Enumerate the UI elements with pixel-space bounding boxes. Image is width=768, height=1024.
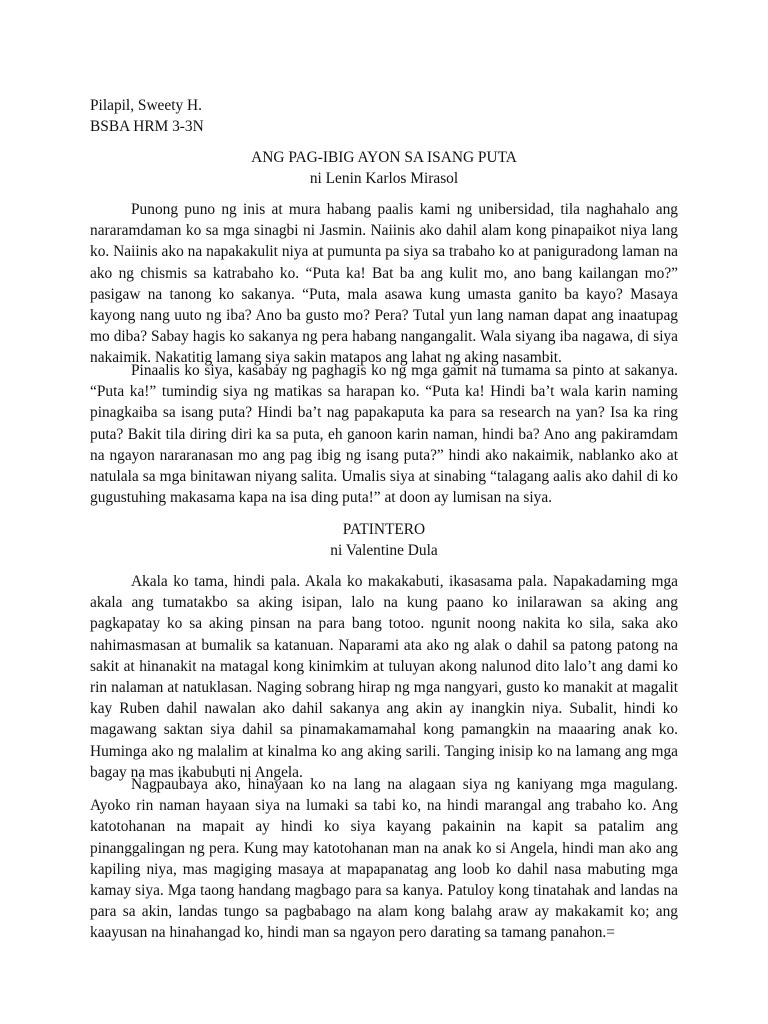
paragraph: Akala ko tama, hindi pala. Akala ko makakabuti, ikasasama pala. Napakadaming mga akala ang tumatakbo sa aking isipan, lalo na kung paano ko inilarawan sa aking ang pagkapatay ko sa aking pinsan na para bang totoo. ngunit noong nakita ko sila, saka ako nahimasmasan at bumalik sa katanuan. Naparami ata ako ng alak o dahil sa patong patong na sakit at hinanakit na matagal kong kinimkim at tuluyan akong nalunod dito lalo’t ang dami ko rin nalaman at natuklasan. Naging sobrang hirap ng mga nangyari, gusto ko manakit at magalit kay Ruben dahil nawalan ako dahil sakanya ang akin ay inangkin niya. Subalit, hindi ko magawang saktan siya dahil sa pinamakamamahal kong pamangkin na maaaring anak ko. Huminga ako ng malalim at kinalma ko ang aking sarili. Tanging inisip ko na lamang ang mga bagay na mas ikabubuti ni Angela. <box>90 573 678 781</box>
story-byline: ni Lenin Karlos Mirasol <box>309 169 459 187</box>
story-byline: ni Valentine Dula <box>330 541 438 559</box>
paragraph: Punong puno ng inis at mura habang paalis kami ng unibersidad, tila naghahalo ang nararamdaman ko sa mga sinagbi ni Jasmin. Naiinis ako dahil alam kong pinapaikot niya lang ko. Naiinis ako na napakakulit niya at pumunta pa siya sa trabaho ko at paniguradong laman na ako ng chismis sa katrabaho ko. “Puta ka! Bat ba ang kulit mo, ano bang kailangan mo?” pasigaw na tanong ko sakanya. “Puta, mala asawa kung umasta ganito ba kayo? Masaya kayong nang uuto ng iba? Ano ba gusto mo? Pera? Tutal yun lang naman dapat ang inaatupag mo diba? Sabay hagis ko sakanya ng pera habang nangangalit. Wala siyang iba nagawa, di siya nakaimik. Nakatitig lamang siya sakin matapos ang lahat ng aking nasambit. <box>90 201 678 367</box>
story-heading <box>90 520 678 561</box>
author-info <box>90 96 678 137</box>
story-heading <box>90 148 678 189</box>
paragraph: Pinaalis ko siya, kasabay ng paghagis ko ng mga gamit na tumama sa pinto at sakanya. “Puta ka!” tumindig siya ng matikas sa harapan ko. “Puta ka! Hindi ba’t wala karin naming pinagkaiba sa isang puta? Hindi ba’t nag papakaputa ka para sa research na yan? Isa ka ring puta? Bakit tila diring diri ka sa puta, eh ganoon karin naman, hindi ba? Ano ang pakiramdam na ngayon nararanasan mo ang pag ibig ng isang puta?” hindi ako nakaimik, nablanko ako at natulala sa mga binitawan niyang salita. Umalis siya at sinabing “talagang aalis ako dahil di ko gugustuhing makasama kapa na isa ding puta!” at doon ay lumisan na siya. <box>90 362 678 507</box>
story-title: ANG PAG-IBIG AYON SA ISANG PUTA <box>251 149 517 166</box>
paragraph: Nagpaubaya ako, hinayaan ko na lang na alagaan siya ng kaniyang mga magulang. Ayoko rin naman hayaan siya na lumaki sa tabi ko, na hindi marangal ang trabaho ko. Ang katotohanan na mapait ay hindi ko siya kayang pakainin na kapit sa patalim ang pinanggalingan ng pera. Kung may katotohanan man na anak ko si Angela, hindi man ako ang kapiling niya, mas magiging masaya at mapapanatag ang loob ko dahil nasa mabuting mga kamay siya. Mga taong handang magbago para sa kanya. Patuloy kong tinatahak and landas na para sa akin, landas tungo sa pagbabago na alam kong balahg araw ay makakamit ko; ang kaayusan na hinahangad ko, hindi man sa ngayon pero darating sa tamang panahon.= <box>90 776 678 942</box>
story-title: PATINTERO <box>342 521 426 538</box>
author-name: Pilapil, Sweety H. <box>90 97 203 114</box>
author-course: BSBA HRM 3-3N <box>90 117 204 135</box>
